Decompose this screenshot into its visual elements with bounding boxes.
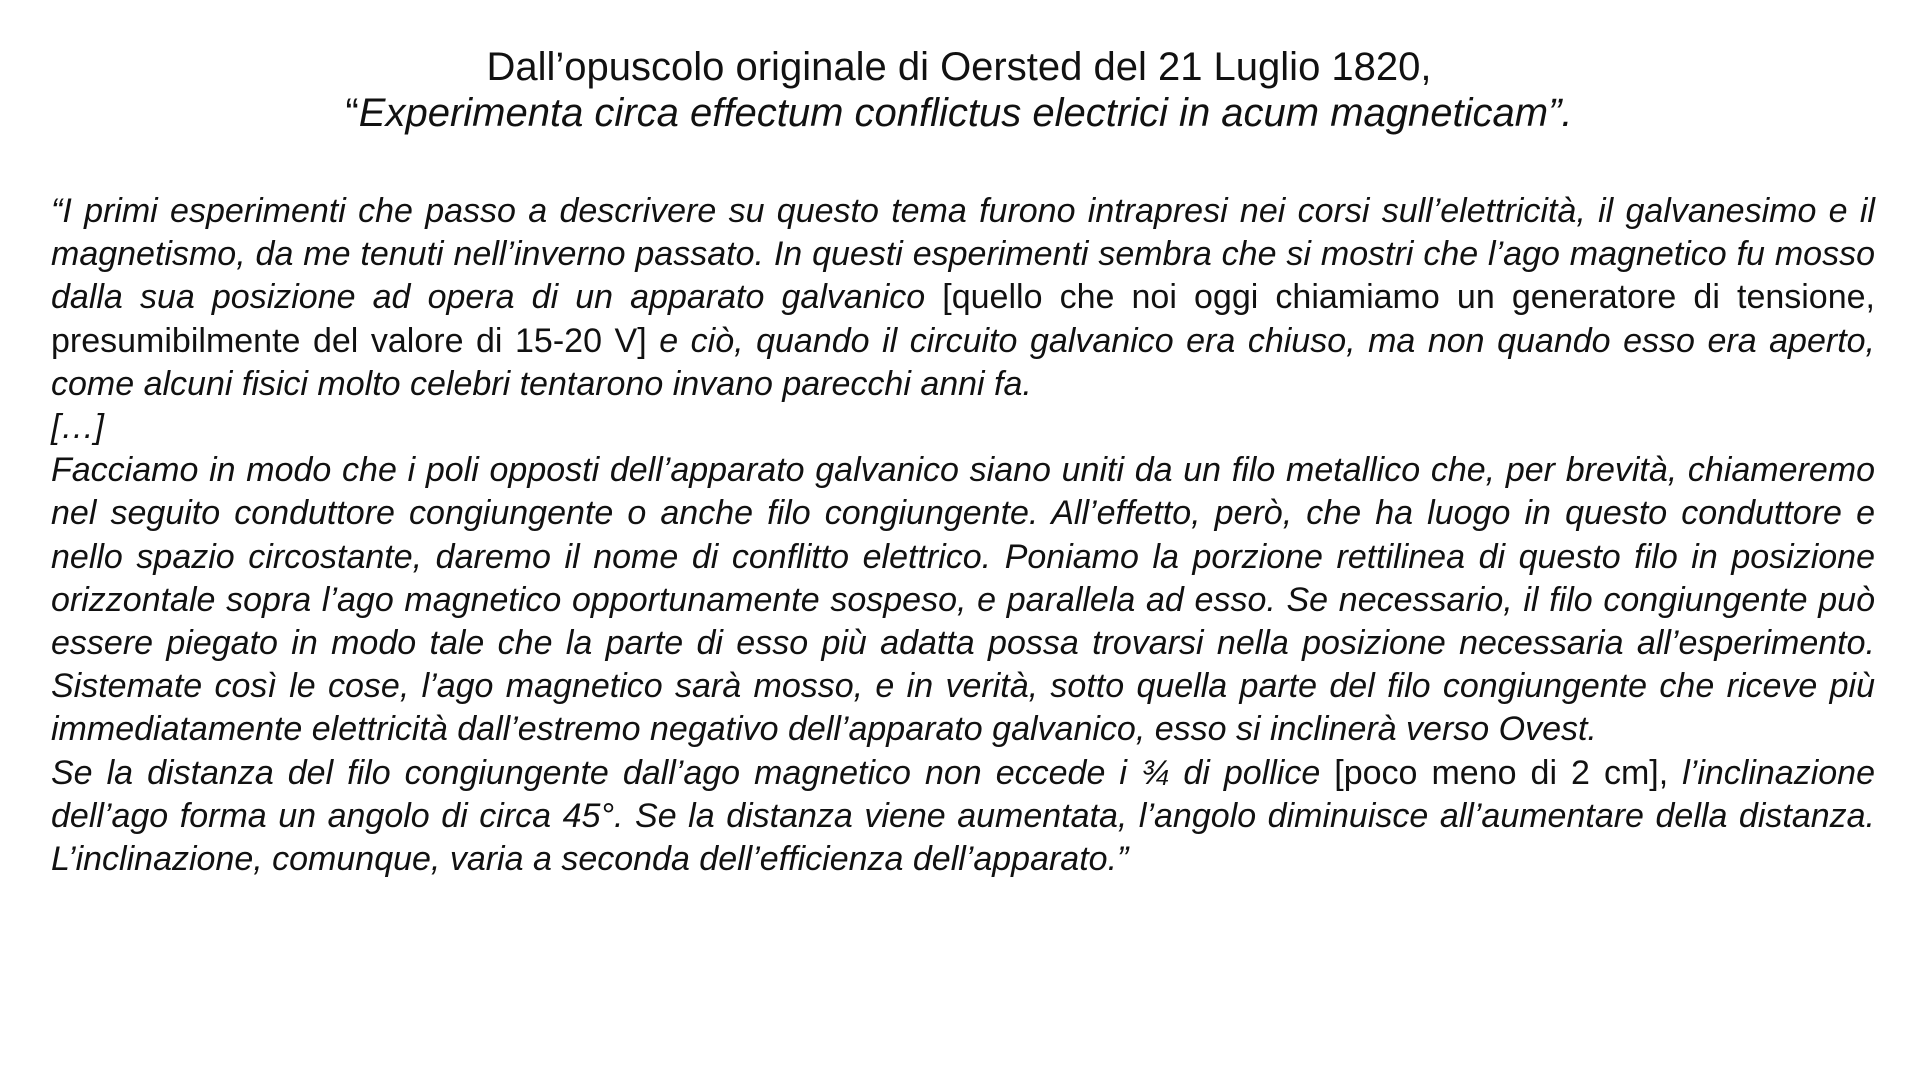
paragraph-1-editor-note: [quello che noi oggi chiamiamo un generatore di tensione, presumibilmente del valore di 15-20 V] — [51, 278, 1875, 360]
paragraph-conflict-description: Facciamo in modo che i poli opposti dell’apparato galvanico siano uniti da un filo metallico che, per brevità, chiameremo nel seguito conduttore congiungente o anche filo congiungente. All’effetto, però, che ha luogo in questo conduttore e nello spazio circostante, daremo il nome di conflitto elettrico. Poniamo la porzione rettilinea di questo filo in posizione orizzontale sopra l’ago magnetico opportunamente sospeso, e parallela ad esso. Se necessario, il filo congiungente può essere piegato in modo tale che la parte di esso più adatta possa trovarsi nella posizione necessaria all’esperimento. Sistemate così le cose, l’ago magnetico sarà mosso, e in verità, sotto quella parte del filo congiungente che riceve più immediatamente elettricità dall’estremo negativo dell’apparato galvanico, esso si inclinerà verso Ovest. — [51, 451, 1875, 749]
paragraph-distance-angle — [51, 752, 1875, 882]
ellipsis-omission: […] — [51, 408, 104, 447]
paragraph-first-experiments — [51, 190, 1875, 406]
heading-latin-title: Experimenta circa effectum conflictus electrici in acum magneticam — [358, 91, 1549, 135]
heading-title-line — [0, 90, 1918, 136]
paragraph-1-text-a: “I primi esperimenti che passo a descrivere su questo tema furono intrapresi nei corsi sull’elettricità, il galvanesimo e il magnetismo, da me tenuti nell’inverno passato. In questi esperimenti sembra che si mostri che l’ago magnetico fu mosso dalla sua posizione ad opera di un apparato galvanico — [51, 192, 1875, 317]
paragraph-3-editor-note: [poco meno di 2 cm], — [1334, 753, 1669, 792]
quoted-text-body — [51, 190, 1875, 881]
paragraph-3-text-b: l’inclinazione dell’ago forma un angolo di circa 45°. Se la distanza viene aumentata, l’angolo diminuisce all’aumentare della distanza. L’inclinazione, comunque, varia a seconda dell’efficienza dell’apparato.” — [51, 753, 1875, 879]
document-heading — [0, 44, 1918, 136]
paragraph-1-text-b: e ciò, quando il circuito galvanico era chiuso, ma non quando esso era aperto, come alcuni fisici molto celebri tentarono invano parecchi anni fa. — [51, 321, 1875, 403]
heading-source-line: Dall’opuscolo originale di Oersted del 21 Luglio 1820, — [486, 45, 1432, 89]
heading-close-quote: ”. — [1548, 91, 1573, 135]
paragraph-3-text-a: Se la distanza del filo congiungente dall’ago magnetico non eccede i ¾ di pollice — [51, 753, 1335, 792]
heading-open-quote: “ — [345, 91, 359, 135]
